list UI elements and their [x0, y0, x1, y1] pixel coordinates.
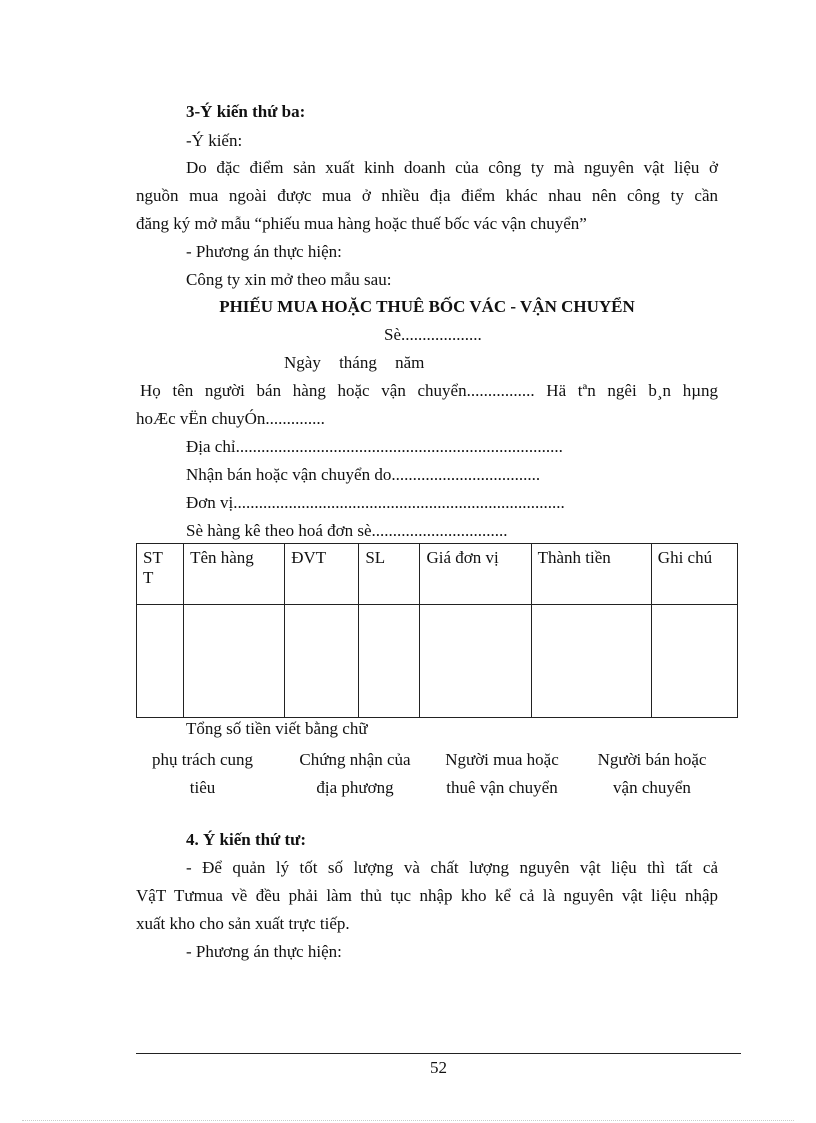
signature-local-authority	[280, 746, 430, 802]
signature-buyer	[428, 746, 576, 802]
total-in-words: Tổng số tiền viết bằng chữ	[186, 719, 368, 738]
section3-para-line-1: Do đặc điểm sản xuất kinh doanh của công ty mà nguyên vật liệu ở	[186, 158, 718, 177]
signature-title: Chứng nhận của	[299, 750, 411, 769]
form-date: Ngày tháng năm	[284, 353, 425, 372]
section4-plan-label: - Phương án thực hiện:	[186, 942, 342, 961]
header-stt: ST T	[137, 544, 184, 605]
unit-field: Đơn vị..............................................................................	[186, 493, 565, 512]
opinion-label: -Ý kiến:	[186, 131, 243, 150]
received-field: Nhận bán hoặc vận chuyển do...................................	[186, 465, 541, 484]
header-item-name: Tên hàng	[184, 544, 285, 605]
section3-para-line-3: đăng ký mở mẫu “phiếu mua hàng hoặc thuế bốc vác vận chuyển”	[136, 214, 587, 233]
table-header-row	[137, 544, 738, 605]
page-number: 52	[430, 1058, 447, 1077]
seller-name-line-1: Họ tên người bán hàng hoặc vận chuyển................ Hä tªn ngêi b¸n hµng	[140, 381, 718, 400]
table-cell	[531, 605, 651, 718]
table-cell	[137, 605, 184, 718]
goods-table	[136, 543, 738, 718]
table-row	[137, 605, 738, 718]
page-bottom-border	[22, 1120, 794, 1121]
table-cell	[184, 605, 285, 718]
table-cell	[285, 605, 359, 718]
seller-name-line-2: hoÆc vËn chuyÓn..............	[136, 409, 325, 428]
signature-purchasing	[136, 746, 269, 802]
signature-title: vận chuyển	[613, 778, 691, 797]
header-amount: Thành tiền	[531, 544, 651, 605]
header-note: Ghi chú	[651, 544, 737, 605]
goods-list-field: Sè hàng kê theo hoá đơn sè................................	[186, 521, 508, 540]
signature-title: tiêu	[189, 778, 216, 797]
signature-title: thuê vận chuyển	[446, 778, 558, 797]
signature-title: Người mua hoặc	[445, 750, 559, 769]
header-unit: ĐVT	[285, 544, 359, 605]
plan-label: - Phương án thực hiện:	[186, 242, 342, 261]
table-cell	[359, 605, 420, 718]
section3-para-line-2: nguồn mua ngoài được mua ở nhiều địa điểm khác nhau nên công ty cần	[136, 186, 718, 205]
form-title: PHIẾU MUA HOẶC THUÊ BỐC VÁC - VẬN CHUYỂN	[219, 297, 635, 316]
table-cell	[420, 605, 531, 718]
form-intro: Công ty xin mở theo mẫu sau:	[186, 270, 392, 289]
header-unit-price: Giá đơn vị	[420, 544, 531, 605]
section3-heading: 3-Ý kiến thứ ba:	[186, 102, 306, 121]
section4-para-line-3: xuất kho cho sản xuất trực tiếp.	[136, 914, 350, 933]
footer-divider	[136, 1053, 741, 1054]
signature-seller	[578, 746, 726, 802]
header-quantity: SL	[359, 544, 420, 605]
section4-para-line-1: - Để quản lý tốt số lượng và chất lượng nguyên vật liệu thì tất cả	[186, 858, 718, 877]
form-number: Sè...................	[384, 325, 482, 344]
signature-title: địa phương	[316, 778, 394, 797]
table-cell	[651, 605, 737, 718]
address-field: Địa chỉ.............................................................................	[186, 437, 563, 456]
section4-heading: 4. Ý kiến thứ tư:	[186, 830, 307, 849]
signature-title: Người bán hoặc	[597, 750, 707, 769]
signature-title: phụ trách cung	[151, 750, 254, 769]
section4-para-line-2: VậT Tưmua về đều phải làm thủ tục nhập kho kể cả là nguyên vật liệu nhập	[136, 886, 718, 905]
